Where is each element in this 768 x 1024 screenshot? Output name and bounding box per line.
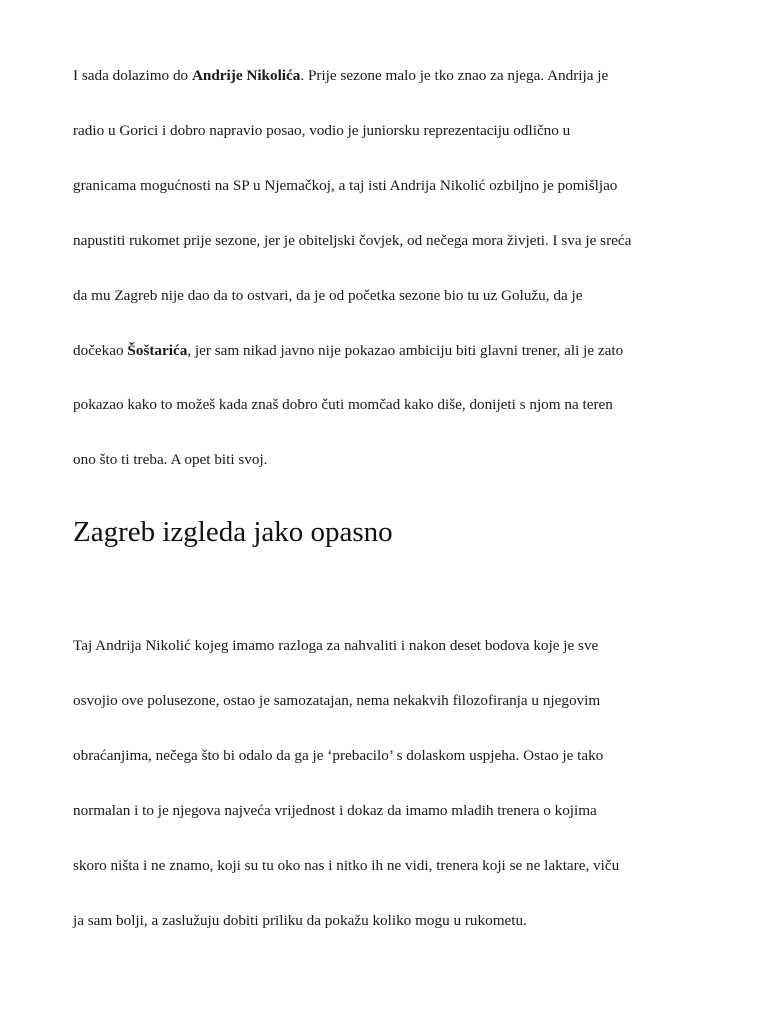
bold-name: Šoštarića (127, 341, 188, 359)
text-line: granicama mogućnosti na SP u Njemačkoj, a taj isti Andrija Nikolić ozbiljno je pomišljao (73, 176, 618, 194)
text-run: I sada dolazimo do (73, 67, 192, 84)
text-line: ono što ti treba. A opet biti svoj. (73, 451, 268, 469)
bold-name: Andrije Nikolića (191, 67, 301, 84)
paragraph-body (73, 619, 713, 948)
section-heading: Zagreb izgleda jako opasno (73, 516, 393, 548)
text-line: napustiti rukomet prije sezone, jer je obiteljski čovjek, od nečega mora živjeti. I sva je sreća (73, 231, 632, 249)
text-line (73, 49, 713, 104)
paragraph-intro (73, 49, 713, 488)
text-line: obraćanjima, nečega što bi odalo da ga je ‘prebacilo’ s dolaskom uspjeha. Ostao je tako (73, 746, 604, 764)
text-line: normalan i to je njegova najveća vrijednost i dokaz da imamo mladih trenera o kojima (73, 801, 597, 819)
text-line: da mu Zagreb nije dao da to ostvari, da je od početka sezone bio tu uz Golužu, da je (73, 286, 583, 304)
text-line (73, 324, 713, 379)
text-run: dočekao (73, 341, 128, 359)
text-run: , jer sam nikad javno nije pokazao ambiciju biti glavni trener, ali je zato (187, 341, 624, 359)
text-line: skoro ništa i ne znamo, koji su tu oko nas i nitko ih ne vidi, trenera koji se ne laktare, viču (73, 856, 620, 874)
text-run: . Prije sezone malo je tko znao za njega. Andrija je (300, 67, 609, 84)
text-line: osvojio ove polusezone, ostao je samozatajan, nema nekakvih filozofiranja u njegovim (73, 691, 601, 709)
text-line: Taj Andrija Nikolić kojeg imamo razloga za nahvaliti i nakon deset bodova koje je sve (73, 637, 599, 654)
text-line: radio u Gorici i dobro napravio posao, vodio je juniorsku reprezentaciju odlično u (73, 121, 571, 139)
text-line: pokazao kako to možeš kada znaš dobro čuti momčad kako diše, donijeti s njom na teren (73, 396, 613, 414)
text-line: ja sam bolji, a zaslužuju dobiti priliku da pokažu koliko mogu u rukometu. (73, 911, 527, 929)
